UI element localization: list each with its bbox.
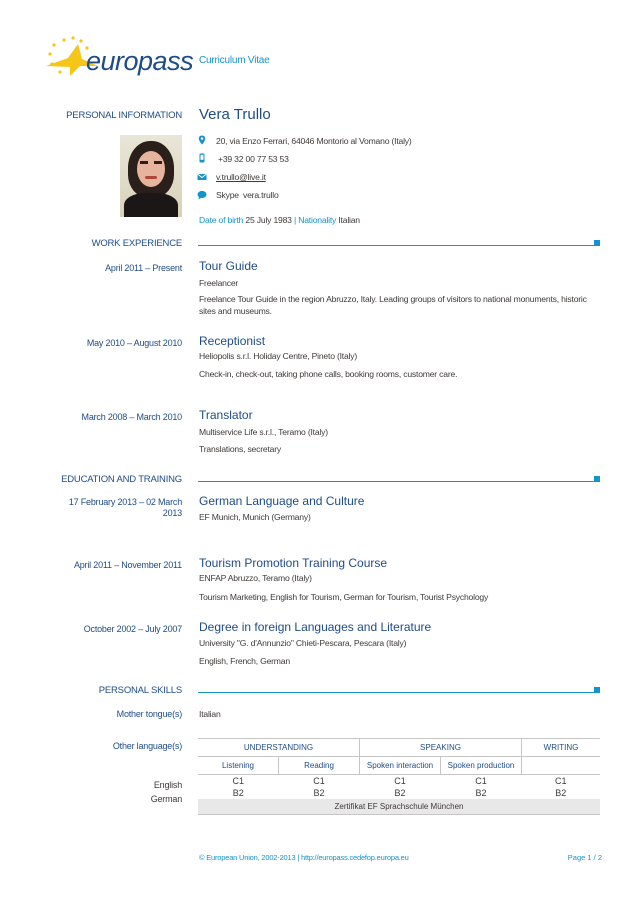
- education-description: English, French, German: [199, 656, 290, 666]
- dob: 25 July 1983: [245, 215, 292, 225]
- reading-header: Reading: [279, 757, 360, 775]
- page-number: Page 1 / 2: [567, 853, 602, 862]
- skype-value: vera.trullo: [243, 190, 279, 200]
- spoken-interaction-header: Spoken interaction: [360, 757, 441, 775]
- location-icon: [197, 135, 207, 145]
- nationality-label: Nationality: [298, 215, 337, 225]
- education-org: University "G. d'Annunzio" Chieti-Pescara, Pescara (Italy): [199, 638, 407, 648]
- section-divider: [198, 692, 595, 693]
- job-description: Translations, secretary: [199, 444, 282, 454]
- section-marker: [594, 240, 600, 246]
- full-name: Vera Trullo: [199, 106, 271, 123]
- education-title: German Language and Culture: [199, 494, 365, 508]
- education-dates: April 2011 – November 2011: [73, 560, 182, 570]
- section-marker: [594, 687, 600, 693]
- separator: |: [293, 215, 297, 225]
- email-icon: [197, 172, 207, 182]
- document-title: Curriculum Vitae: [199, 55, 270, 66]
- language-level: C1: [313, 776, 325, 786]
- education-label: EDUCATION AND TRAINING: [61, 474, 182, 485]
- spoken-production-header: Spoken production: [441, 757, 522, 775]
- language-level: B2: [475, 788, 487, 798]
- education-description: Tourism Marketing, English for Tourism, German for Tourism, Tourist Psychology: [199, 592, 489, 602]
- logo-text: europass: [86, 46, 194, 76]
- language-table: [198, 738, 600, 815]
- language-name: English: [153, 780, 182, 790]
- mother-tongue-label: Mother tongue(s): [116, 709, 182, 719]
- job-title: Translator: [199, 408, 253, 422]
- language-level: B2: [232, 788, 244, 798]
- language-level: B2: [394, 788, 406, 798]
- education-title: Degree in foreign Languages and Literature: [199, 620, 432, 634]
- certificate: Zertifikat EF Sprachschule München: [198, 799, 600, 815]
- chat-icon: [197, 190, 207, 200]
- education-dates: 17 February 2013 – 02 March 2013: [68, 497, 182, 518]
- birth-nationality: [199, 215, 360, 225]
- skype-label: Skype: [216, 190, 239, 200]
- language-level: B2: [313, 788, 325, 798]
- employer: Heliopolis s.r.l. Holiday Centre, Pineto (Italy): [199, 351, 358, 361]
- employer: Multiservice Life s.r.l., Teramo (Italy): [199, 427, 328, 437]
- understanding-header: UNDERSTANDING: [198, 739, 360, 757]
- education-title: Tourism Promotion Training Course: [199, 556, 388, 570]
- job-title: Tour Guide: [199, 259, 258, 273]
- language-level: C1: [394, 776, 406, 786]
- other-languages-label: Other language(s): [112, 741, 182, 751]
- language-name: German: [150, 794, 182, 804]
- footer-copyright: © European Union, 2002-2013 | http://europass.cedefop.europa.eu: [199, 853, 409, 862]
- mother-tongue-value: Italian: [199, 709, 221, 719]
- speaking-header: SPEAKING: [360, 739, 522, 757]
- education-dates: October 2002 – July 2007: [83, 624, 182, 634]
- language-level: C1: [554, 776, 567, 786]
- avatar: [120, 135, 182, 217]
- education-org: EF Munich, Munich (Germany): [199, 512, 311, 522]
- language-level: B2: [555, 788, 567, 798]
- address: 20, via Enzo Ferrari, 64046 Montorio al Vomano (Italy): [216, 136, 412, 146]
- listening-header: Listening: [198, 757, 279, 775]
- job-title: Receptionist: [199, 334, 266, 348]
- employer: Freelancer: [199, 278, 239, 288]
- work-dates: May 2010 – August 2010: [86, 338, 182, 348]
- personal-skills-label: PERSONAL SKILLS: [98, 685, 182, 696]
- language-level: C1: [232, 776, 244, 786]
- section-marker: [594, 476, 600, 482]
- dob-label: Date of birth: [199, 215, 244, 225]
- education-org: ENFAP Abruzzo, Teramo (Italy): [199, 573, 312, 583]
- language-level: C1: [475, 776, 487, 786]
- phone-icon: [197, 153, 207, 163]
- writing-header: WRITING: [543, 743, 579, 752]
- work-experience-label: WORK EXPERIENCE: [91, 238, 182, 249]
- personal-info-label: PERSONAL INFORMATION: [66, 110, 182, 121]
- phone: +39 32 00 77 53 53: [218, 154, 289, 164]
- work-dates: April 2011 – Present: [105, 263, 182, 273]
- job-description: Check-in, check-out, taking phone calls, booking rooms, customer care.: [199, 369, 458, 379]
- section-divider: [198, 245, 595, 246]
- email-link[interactable]: v.trullo@live.it: [216, 172, 266, 182]
- nationality: Italian: [338, 215, 360, 225]
- europass-logo: [40, 32, 194, 82]
- job-description: Freelance Tour Guide in the region Abruzzo, Italy. Leading groups of visitors to national monuments, historic sites and museums.: [199, 294, 587, 316]
- section-divider: [198, 481, 595, 482]
- work-dates: March 2008 – March 2010: [81, 412, 182, 422]
- writing-subheader: [522, 757, 601, 775]
